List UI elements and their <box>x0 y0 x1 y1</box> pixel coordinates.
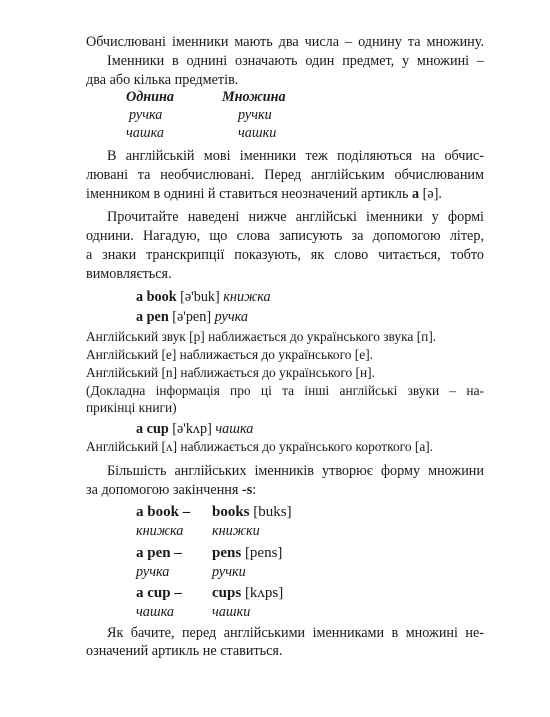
paragraph-text: за допомогою закінчення <box>86 482 242 498</box>
vocab-entry <box>136 308 248 326</box>
plural-word: pens <box>212 545 242 561</box>
plural-word: books <box>212 504 250 520</box>
vocab-word: a book <box>136 289 177 305</box>
vocab-entry <box>136 420 253 438</box>
table-cell: ручки <box>238 107 272 123</box>
paragraph-line: означений артикль не ставиться. <box>86 643 283 659</box>
paragraph-line: однини. Нагадую, що слова записують за допомогою літер, <box>86 228 484 244</box>
intro-line: два або кілька предметів. <box>86 72 239 88</box>
plural-transcription: [pens] <box>241 545 283 561</box>
plural-form <box>212 544 282 562</box>
vocab-entry <box>136 288 271 306</box>
paragraph-line: Більшість англійських іменників утворює форму множини <box>107 463 484 479</box>
table-cell: ручка <box>129 107 163 123</box>
vocab-translation: книжка <box>223 289 271 305</box>
plural-translation: книжки <box>212 523 260 539</box>
plural-translation: чашки <box>212 604 251 620</box>
plural-singular: a pen – <box>136 545 182 561</box>
vocab-transcription: [ə'kʌp] <box>168 421 216 437</box>
paragraph-line <box>86 185 442 203</box>
table-cell: чашка <box>126 125 164 141</box>
paragraph-line: Прочитайте наведені нижче англійські іменники у формі <box>107 209 484 225</box>
plural-translation: ручки <box>212 564 246 580</box>
sound-note: (Докладна інформація про ці та інші англійські звуки – на- <box>86 383 484 398</box>
vocab-word: a cup <box>136 421 169 437</box>
article-a: a <box>412 186 420 202</box>
vocab-translation: чашка <box>215 421 254 437</box>
paragraph-text: іменником в однині й ставиться неозначений артикль <box>86 186 413 202</box>
plural-translation: чашка <box>136 604 174 620</box>
intro-line: Обчислювані іменники мають два числа – однину та множину. <box>86 34 484 50</box>
paragraph-line: вимовляється. <box>86 266 172 282</box>
sound-note: Англійський звук [p] наближається до українського звука [п]. <box>86 329 437 344</box>
sound-note: Англійський [ʌ] наближається до українського короткого [а]. <box>86 439 434 454</box>
vocab-transcription: [ə'pen] <box>168 309 215 325</box>
paragraph-line: Як бачите, перед англійськими іменниками в множині не- <box>107 625 484 641</box>
vocab-transcription: [ə'buk] <box>176 289 224 305</box>
plural-translation: книжка <box>136 523 184 539</box>
paragraph-line: а знаки транскрипції показують, як слово читається, тобто <box>86 247 484 263</box>
plural-transcription: [kʌps] <box>241 585 284 601</box>
table-cell: чашки <box>238 125 277 141</box>
sound-note: Англійський [e] наближається до українського [е]. <box>86 347 374 362</box>
paragraph-line: лювані та необчислювані. Перед англійським обчислюваним <box>86 167 484 183</box>
sound-note: прикінці книги) <box>86 400 177 415</box>
transcription: [ə]. <box>419 186 442 202</box>
plural-word: cups <box>212 585 242 601</box>
plural-suffix: -s <box>241 482 253 498</box>
vocab-translation: ручка <box>214 309 248 325</box>
plural-form <box>212 503 292 521</box>
paragraph-line <box>86 481 256 499</box>
plural-transcription: [buks] <box>249 504 292 520</box>
intro-line: Іменники в однині означають один предмет, у множині – <box>107 53 484 69</box>
paragraph-text: : <box>252 482 257 498</box>
sound-note: Англійський [n] наближається до українського [н]. <box>86 365 375 380</box>
plural-singular: a cup – <box>136 585 182 601</box>
plural-singular: a book – <box>136 504 191 520</box>
plural-translation: ручка <box>136 564 170 580</box>
paragraph-line: В англійській мові іменники теж поділяються на обчис- <box>107 148 484 164</box>
table-header-plural: Множина <box>222 89 286 105</box>
vocab-word: a pen <box>136 309 169 325</box>
table-header-singular: Однина <box>126 89 175 105</box>
plural-form <box>212 584 283 602</box>
